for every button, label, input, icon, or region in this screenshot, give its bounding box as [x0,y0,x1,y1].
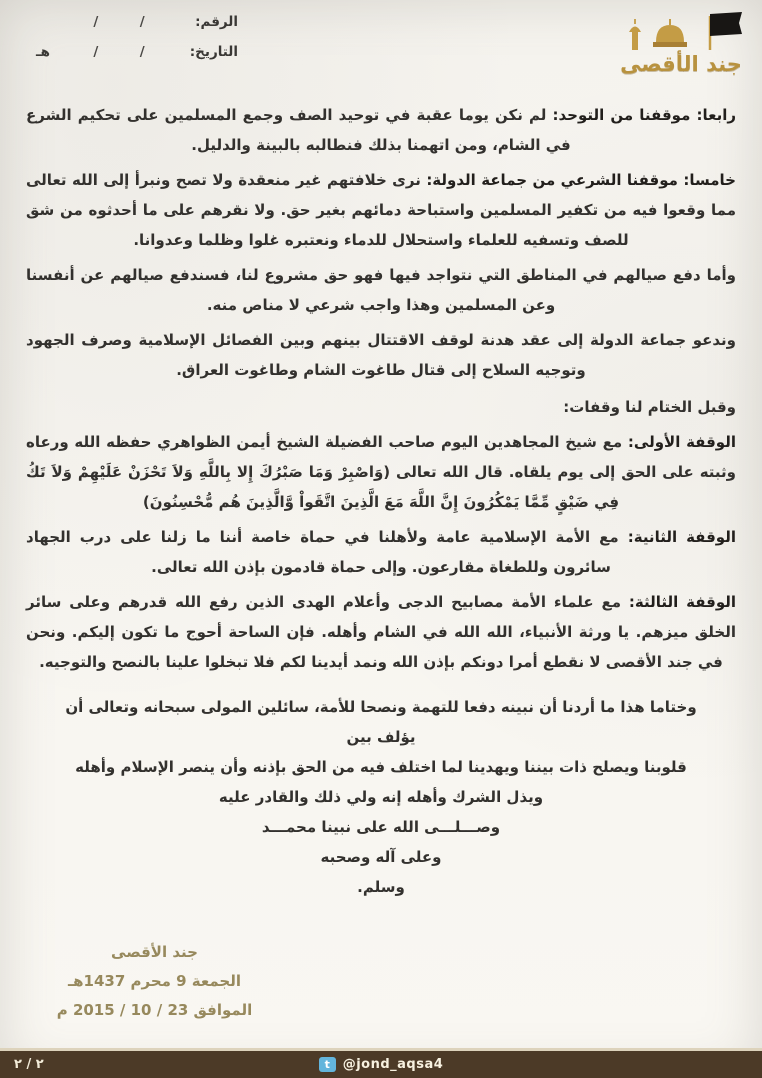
paragraph-text: مع الأمة الإسلامية عامة ولأهلنا في حماة خاصة أننا ما زلنا على درب الجهاد سائرون وللطغاة مقارعون. وإلى حماة قادمون بإذن الله تعالى. [26,528,619,576]
paragraph-lead: رابعا: موقفنا من التوحد: [552,106,736,124]
page-number: ٢ / ٢ [14,1057,44,1072]
paragraph-third-pause [26,587,736,677]
paragraph-text: وأما دفع صيالهم في المناطق التي نتواجد فيها فهو حق مشروع لنا، فسندفع صيالهم عن أنفسنا وعن المسلمين وهذا واجب شرعي لا مناص منه. [26,266,736,314]
paragraph-first-pause [26,427,736,517]
paragraph-text: مع علماء الأمة مصابيح الدجى وأعلام الهدى الذين رفع الله قدرهم وعلى سائر الخلق ميزهم. يا ورثة الأنبياء، الله الله في الشام وأهله. فإن الساحة أحوج ما تكون إليكم. ونحن في جند الأقصى لا نقطع أمرا دونكم بإذن الله ونمد أيدينا لكم فلا تبخلوا علينا بالنصح والتوجيه. [26,593,736,671]
paragraph-text: مع شيخ المجاهدين اليوم صاحب الفضيلة الشيخ أيمن الظواهري حفظه الله ورعاه وثبته على الحق إلى يوم يلقاه. قال الله تعالى (وَاصْبِرْ وَمَا صَبْرُكَ إِلا بِاللَّهِ وَلاَ تَحْزَنْ عَلَيْهِمْ وَلاَ تَكُ فِي ضَيْقٍ مِّمَّا يَمْكُرُونَ إِنَّ اللَّهَ مَعَ الَّذِينَ اتَّقَواْ وَّالَّذِينَ هُم مُّحْسِنُونَ) [26,433,736,511]
paragraph-second-pause [26,522,736,582]
closing-line: وعلى آله وصحبه [320,848,442,866]
signature-date-gregorian: الموافق 23 / 10 / 2015 م [56,1001,253,1019]
reference-date-row [36,44,238,60]
signature-date-hijri: الجمعة 9 محرم 1437هـ [67,972,242,990]
paragraph-before-conclusion [26,392,736,422]
reference-number-row [36,14,238,30]
closing-line: وصـــلـــى الله على نبينا محمـــد [261,818,501,836]
paragraph-lead: الوقفة الثانية: [627,528,736,546]
number-slash-1: / [139,14,145,30]
twitter-handle: @jond_aqsa4 [342,1057,444,1072]
paragraph-defense [26,260,736,320]
paragraph-text: وندعو جماعة الدولة إلى عقد هدنة لوقف الاقتتال بينهم وبين الفصائل الإسلامية وصرف الجهود وتوجيه السلاح إلى قتال طاغوت الشام وطاغوت العراق. [26,331,736,379]
paragraph-text: نرى خلافتهم غير منعقدة ولا تصح ونبرأ إلى الله تعالى مما وقعوا فيه من تكفير المسلمين واستباحة دمائهم بغير حق. ولا نقرهم على ما أحدثوه من شق للصف وتسفيه للعلماء واستحلال للدماء ونعتبره غلوا وظلما وعدوانا. [26,171,736,249]
paragraph-text: لم نكن يوما عقبة في توحيد الصف وجمع المسلمين على تحكيم الشرع في الشام، ومن اتهمنا بذلك فنطالبه بالبينة والدليل. [26,106,571,154]
footer-bar [0,1051,762,1078]
logo-calligraphy-text: جند الأقصى [620,52,742,76]
signature-block [52,938,257,1025]
paragraph-truce-call [26,325,736,385]
paragraph-fifth-position [26,165,736,255]
reference-fields [36,14,238,74]
paragraph-lead: الوقفة الأولى: [627,433,736,451]
date-slash-2: / [93,44,99,60]
footer-social [319,1057,444,1072]
closing-block [52,692,710,902]
date-slash-1: / [139,44,145,60]
closing-line: قلوبنا ويصلح ذات بيننا ويهدينا لما اختلف فيه من الحق بإذنه وأن ينصر الإسلام وأهله [75,758,687,776]
organization-logo [616,6,746,82]
closing-line: ويذل الشرك وأهله إنه ولي ذلك والقادر عليه [218,788,544,806]
black-flag-icon [710,12,742,36]
date-hijri-suffix: هـ [36,44,50,60]
twitter-icon: t [319,1057,336,1072]
paragraph-lead: خامسا: موقفنا الشرعي من جماعة الدولة: [426,171,736,189]
minaret-icon [632,32,638,50]
number-label: الرقم: [195,14,238,30]
paragraph-text: وقبل الختام لنا وقفات: [563,398,736,416]
dome-icon [656,25,684,42]
signature-name: جند الأقصى [111,943,198,961]
paragraph-fourth-position [26,100,736,160]
closing-line: وسلم. [357,878,405,896]
paragraph-lead: الوقفة الثالثة: [628,593,736,611]
date-label: التاريخ: [189,44,238,60]
document-body [26,100,736,682]
number-slash-2: / [93,14,99,30]
closing-line: وختاما هذا ما أردنا أن نبينه دفعا للتهمة ونصحا للأمة، سائلين المولى سبحانه وتعالى أن يؤلف بين [65,698,697,746]
